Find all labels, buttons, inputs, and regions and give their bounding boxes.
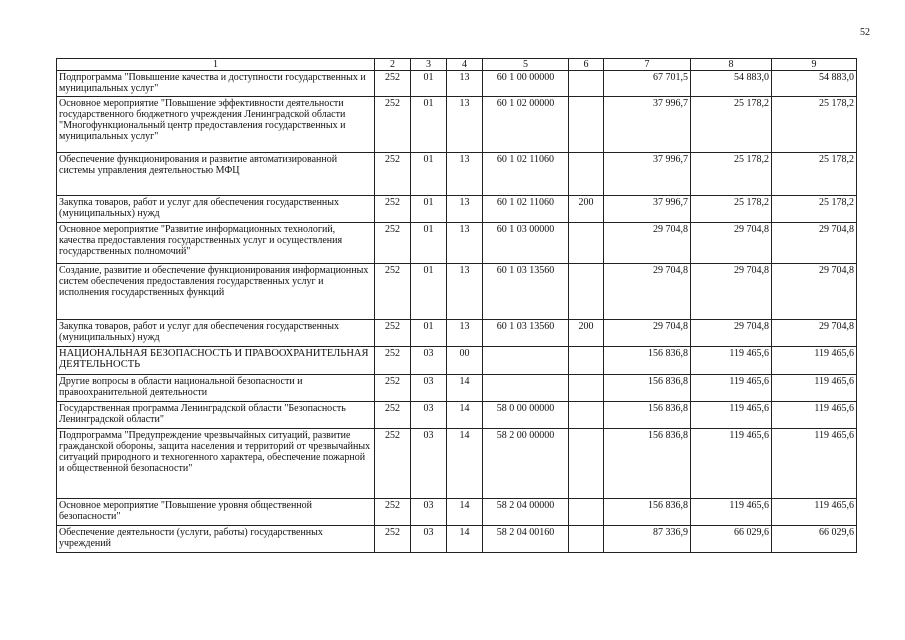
column-header: 7: [604, 59, 691, 71]
column-header: 3: [411, 59, 447, 71]
cell-col2: 252: [375, 499, 411, 526]
cell-target-article: [483, 347, 569, 375]
cell-amount-col8: 66 029,6: [691, 526, 772, 553]
cell-expense-type: [569, 429, 604, 499]
cell-target-article: 60 1 03 00000: [483, 223, 569, 264]
cell-expense-type: 200: [569, 320, 604, 347]
table-row: [57, 264, 857, 320]
cell-amount-col8: 25 178,2: [691, 153, 772, 196]
cell-amount-col7: 156 836,8: [604, 429, 691, 499]
row-name: Закупка товаров, работ и услуг для обеспечения государственных (муниципальных) нужд: [57, 320, 375, 347]
cell-col4: 13: [447, 97, 483, 153]
row-name: Закупка товаров, работ и услуг для обеспечения государственных (муниципальных) нужд: [57, 196, 375, 223]
cell-amount-col8: 119 465,6: [691, 375, 772, 402]
cell-amount-col7: 67 701,5: [604, 71, 691, 97]
cell-amount-col9: 54 883,0: [772, 71, 857, 97]
row-name: Создание, развитие и обеспечение функционирования информационных систем обеспечения предоставления государственных услуг и исполнения государственных функций: [57, 264, 375, 320]
cell-amount-col7: 87 336,9: [604, 526, 691, 553]
cell-col2: 252: [375, 97, 411, 153]
cell-amount-col9: 119 465,6: [772, 347, 857, 375]
cell-expense-type: [569, 499, 604, 526]
cell-col3: 01: [411, 153, 447, 196]
table-row: [57, 223, 857, 264]
column-header: 1: [57, 59, 375, 71]
cell-expense-type: [569, 71, 604, 97]
cell-target-article: 58 2 00 00000: [483, 429, 569, 499]
cell-col3: 01: [411, 97, 447, 153]
budget-table: [56, 58, 857, 553]
cell-expense-type: [569, 153, 604, 196]
cell-amount-col8: 119 465,6: [691, 429, 772, 499]
cell-amount-col9: 25 178,2: [772, 196, 857, 223]
cell-expense-type: 200: [569, 196, 604, 223]
cell-col4: 00: [447, 347, 483, 375]
cell-amount-col7: 29 704,8: [604, 223, 691, 264]
cell-col2: 252: [375, 375, 411, 402]
cell-amount-col8: 54 883,0: [691, 71, 772, 97]
cell-amount-col8: 25 178,2: [691, 196, 772, 223]
cell-amount-col9: 66 029,6: [772, 526, 857, 553]
column-header: 8: [691, 59, 772, 71]
column-header: 6: [569, 59, 604, 71]
cell-col2: 252: [375, 320, 411, 347]
cell-col3: 01: [411, 264, 447, 320]
cell-amount-col9: 119 465,6: [772, 499, 857, 526]
cell-col3: 01: [411, 71, 447, 97]
cell-col4: 13: [447, 320, 483, 347]
table-row: [57, 429, 857, 499]
table-row: [57, 196, 857, 223]
cell-col4: 14: [447, 499, 483, 526]
row-name: Подпрограмма "Предупреждение чрезвычайных ситуаций, развитие гражданской обороны, защита населения и территорий от чрезвычайных ситуаций природного и техногенного характера, обеспечение пожарной и общественной безопасности": [57, 429, 375, 499]
cell-amount-col7: 37 996,7: [604, 97, 691, 153]
cell-amount-col7: 156 836,8: [604, 347, 691, 375]
cell-col3: 03: [411, 375, 447, 402]
cell-col2: 252: [375, 526, 411, 553]
table-row: [57, 153, 857, 196]
cell-col3: 01: [411, 223, 447, 264]
cell-target-article: 60 1 00 00000: [483, 71, 569, 97]
cell-col2: 252: [375, 429, 411, 499]
cell-col4: 14: [447, 402, 483, 429]
cell-col4: 13: [447, 71, 483, 97]
column-header: 9: [772, 59, 857, 71]
cell-amount-col7: 37 996,7: [604, 153, 691, 196]
cell-amount-col8: 29 704,8: [691, 223, 772, 264]
page-number: 52: [860, 27, 870, 38]
cell-expense-type: [569, 402, 604, 429]
cell-amount-col9: 29 704,8: [772, 320, 857, 347]
cell-target-article: 60 1 02 11060: [483, 153, 569, 196]
cell-col4: 14: [447, 526, 483, 553]
cell-expense-type: [569, 375, 604, 402]
cell-amount-col7: 156 836,8: [604, 499, 691, 526]
cell-amount-col9: 25 178,2: [772, 97, 857, 153]
cell-amount-col8: 119 465,6: [691, 402, 772, 429]
cell-amount-col7: 156 836,8: [604, 402, 691, 429]
cell-col2: 252: [375, 71, 411, 97]
cell-amount-col7: 37 996,7: [604, 196, 691, 223]
cell-target-article: 60 1 03 13560: [483, 264, 569, 320]
cell-col2: 252: [375, 153, 411, 196]
cell-col2: 252: [375, 264, 411, 320]
table-row: [57, 320, 857, 347]
row-name: Другие вопросы в области национальной безопасности и правоохранительной деятельности: [57, 375, 375, 402]
cell-col4: 14: [447, 429, 483, 499]
row-name: Основное мероприятие "Повышение уровня общественной безопасности": [57, 499, 375, 526]
cell-amount-col9: 119 465,6: [772, 402, 857, 429]
cell-amount-col8: 29 704,8: [691, 320, 772, 347]
row-name: Основное мероприятие "Повышение эффективности деятельности государственного бюджетного учреждения Ленинградской области "Многофункциональный центр предоставления государственных и муниципальных услуг": [57, 97, 375, 153]
column-header: 5: [483, 59, 569, 71]
cell-amount-col8: 29 704,8: [691, 264, 772, 320]
header-row: [57, 59, 857, 71]
table-row: [57, 526, 857, 553]
cell-col3: 01: [411, 320, 447, 347]
table-row: [57, 499, 857, 526]
cell-col4: 13: [447, 153, 483, 196]
cell-amount-col7: 29 704,8: [604, 320, 691, 347]
cell-amount-col9: 119 465,6: [772, 429, 857, 499]
cell-col4: 13: [447, 196, 483, 223]
cell-target-article: 60 1 02 11060: [483, 196, 569, 223]
column-header: 2: [375, 59, 411, 71]
cell-amount-col9: 29 704,8: [772, 264, 857, 320]
cell-expense-type: [569, 97, 604, 153]
row-name: Государственная программа Ленинградской области "Безопасность Ленинградской области": [57, 402, 375, 429]
cell-col2: 252: [375, 223, 411, 264]
cell-col2: 252: [375, 196, 411, 223]
table-row: [57, 402, 857, 429]
table-row: [57, 347, 857, 375]
cell-target-article: 58 2 04 00160: [483, 526, 569, 553]
table-row: [57, 71, 857, 97]
cell-amount-col9: 25 178,2: [772, 153, 857, 196]
row-name: Обеспечение деятельности (услуги, работы) государственных учреждений: [57, 526, 375, 553]
cell-amount-col8: 25 178,2: [691, 97, 772, 153]
cell-amount-col7: 156 836,8: [604, 375, 691, 402]
cell-amount-col9: 29 704,8: [772, 223, 857, 264]
cell-col2: 252: [375, 347, 411, 375]
row-name: НАЦИОНАЛЬНАЯ БЕЗОПАСНОСТЬ И ПРАВООХРАНИТЕЛЬНАЯ ДЕЯТЕЛЬНОСТЬ: [57, 347, 375, 375]
row-name: Обеспечение функционирования и развитие автоматизированной системы управления деятельностью МФЦ: [57, 153, 375, 196]
cell-expense-type: [569, 223, 604, 264]
cell-amount-col8: 119 465,6: [691, 499, 772, 526]
cell-col2: 252: [375, 402, 411, 429]
cell-amount-col8: 119 465,6: [691, 347, 772, 375]
cell-col4: 14: [447, 375, 483, 402]
cell-amount-col7: 29 704,8: [604, 264, 691, 320]
cell-col4: 13: [447, 264, 483, 320]
cell-expense-type: [569, 526, 604, 553]
column-header: 4: [447, 59, 483, 71]
cell-target-article: 60 1 03 13560: [483, 320, 569, 347]
cell-col3: 03: [411, 499, 447, 526]
cell-col4: 13: [447, 223, 483, 264]
cell-target-article: 58 2 04 00000: [483, 499, 569, 526]
cell-expense-type: [569, 347, 604, 375]
row-name: Подпрограмма "Повышение качества и доступности государственных и муниципальных услуг": [57, 71, 375, 97]
cell-col3: 01: [411, 196, 447, 223]
cell-target-article: 58 0 00 00000: [483, 402, 569, 429]
cell-expense-type: [569, 264, 604, 320]
cell-col3: 03: [411, 402, 447, 429]
cell-target-article: 60 1 02 00000: [483, 97, 569, 153]
cell-col3: 03: [411, 526, 447, 553]
cell-col3: 03: [411, 429, 447, 499]
row-name: Основное мероприятие "Развитие информационных технологий, качества предоставления государственных услуг и осуществления государственных полномочий": [57, 223, 375, 264]
cell-col3: 03: [411, 347, 447, 375]
cell-target-article: [483, 375, 569, 402]
table-row: [57, 97, 857, 153]
cell-amount-col9: 119 465,6: [772, 375, 857, 402]
table-row: [57, 375, 857, 402]
